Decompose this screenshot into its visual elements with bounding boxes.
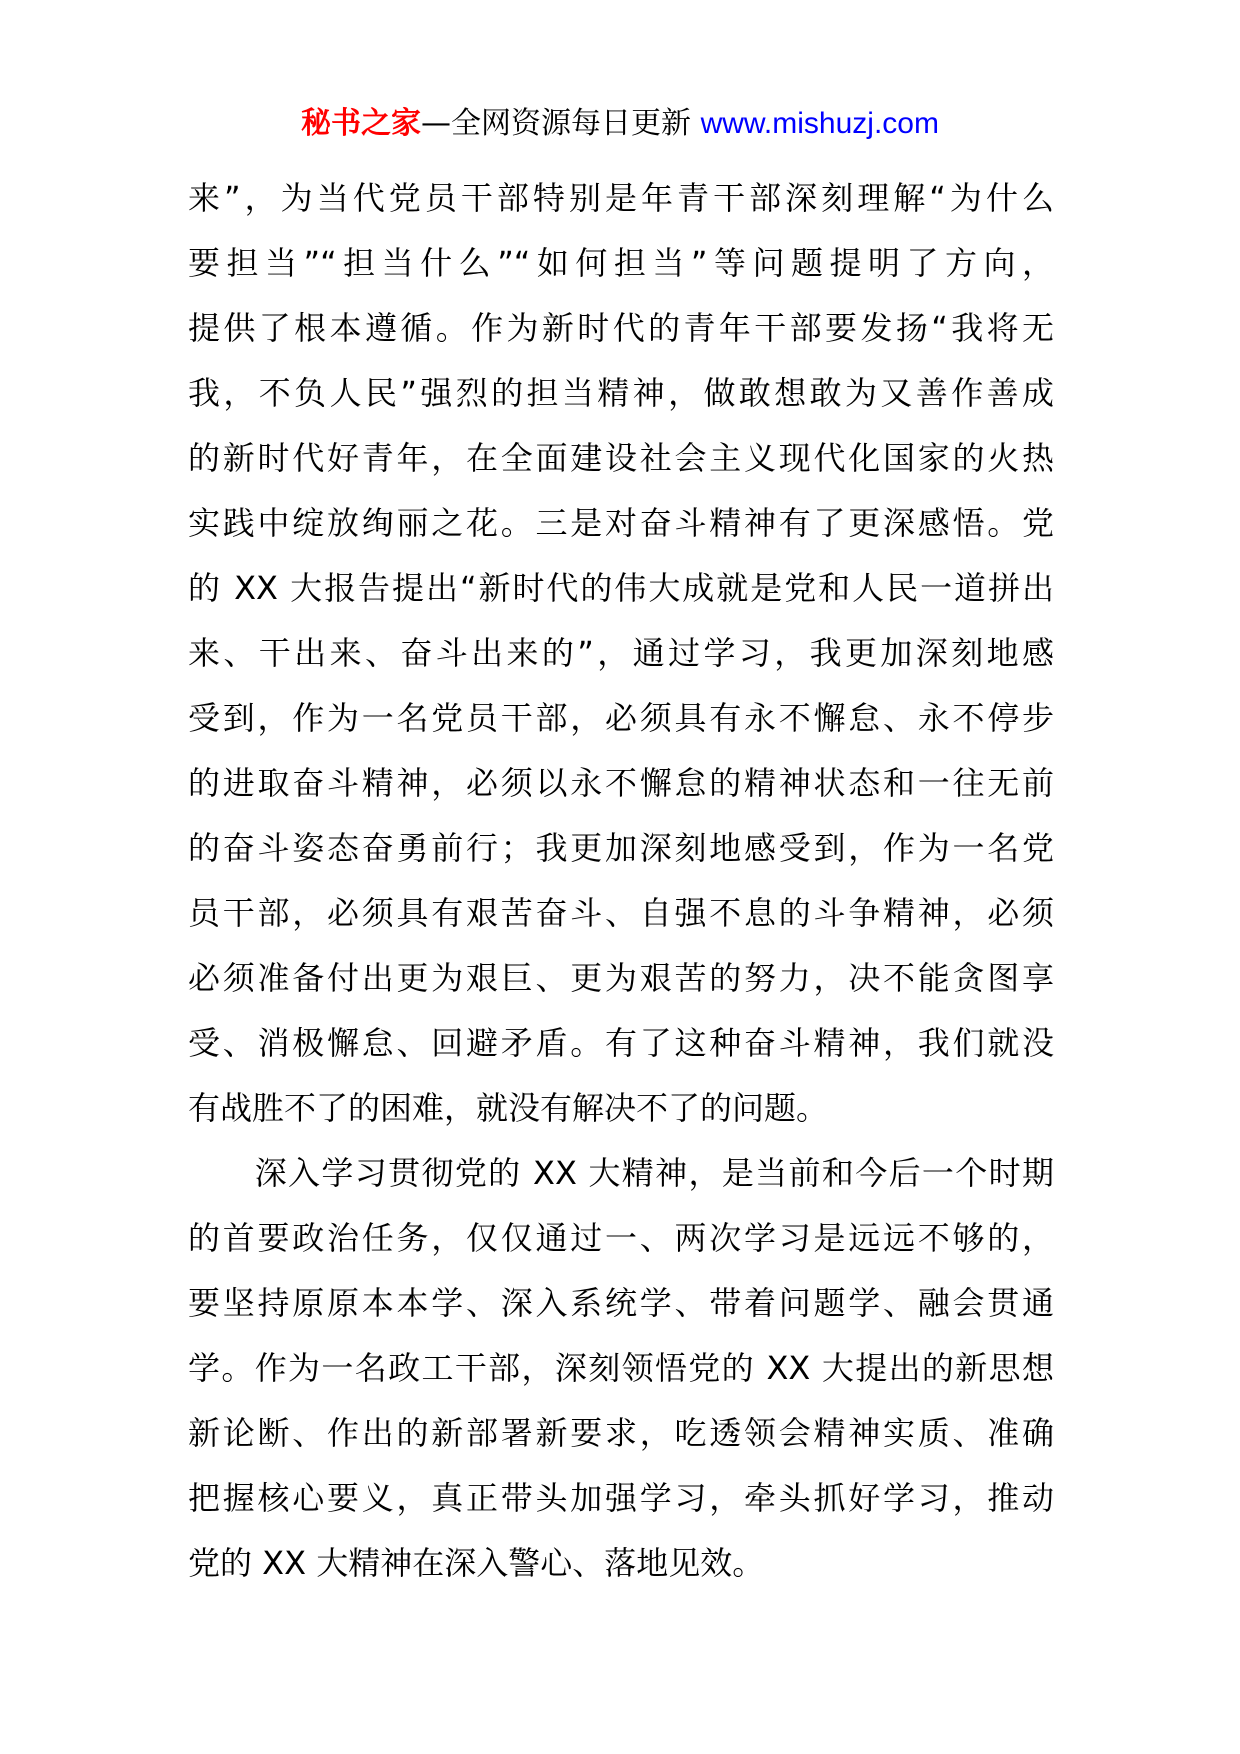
header-tagline: —全网资源每日更新	[421, 106, 692, 141]
text-line: 把握核心要义，真正带头加强学习，牵头抓好学习，推动	[188, 1479, 1054, 1517]
site-url-link[interactable]: www.mishuzj.com	[700, 107, 939, 140]
text-line: 受到，作为一名党员干部，必须具有永不懈怠、永不停步	[188, 699, 1054, 737]
text-line: 提供了根本遵循。作为新时代的青年干部要发扬“我将无	[188, 309, 1054, 347]
document-body	[188, 166, 1054, 1596]
text-line: 来、干出来、奋斗出来的”，通过学习，我更加深刻地感	[188, 634, 1054, 672]
paragraph-end-line: 有战胜不了的困难，就没有解决不了的问题。	[188, 1089, 829, 1127]
text-line: 我，不负人民”强烈的担当精神，做敢想敢为又善作善成	[188, 374, 1054, 412]
text-line: 的 XX 大报告提出“新时代的伟大成就是党和人民一道拼出	[188, 569, 1054, 607]
text-line: 来”，为当代党员干部特别是年青干部深刻理解“为什么	[188, 179, 1054, 217]
brand-name: 秘书之家	[301, 106, 422, 141]
text-line: 员干部，必须具有艰苦奋斗、自强不息的斗争精神，必须	[188, 894, 1054, 932]
text-line: 的新时代好青年，在全面建设社会主义现代化国家的火热	[188, 439, 1054, 477]
page-header	[0, 104, 1240, 144]
text-line: 新论断、作出的新部署新要求，吃透领会精神实质、准确	[188, 1414, 1054, 1452]
text-line: 的首要政治任务，仅仅通过一、两次学习是远远不够的，	[188, 1219, 1054, 1257]
text-line: 要坚持原原本本学、深入系统学、带着问题学、融会贯通	[188, 1284, 1054, 1322]
text-line: 学。作为一名政工干部，深刻领悟党的 XX 大提出的新思想	[188, 1349, 1054, 1387]
text-line: 要担当”“担当什么”“如何担当”等问题提明了方向，	[188, 244, 1054, 282]
text-line: 的进取奋斗精神，必须以永不懈怠的精神状态和一往无前	[188, 764, 1054, 802]
text-line: 实践中绽放绚丽之花。三是对奋斗精神有了更深感悟。党	[188, 504, 1054, 542]
text-line: 的奋斗姿态奋勇前行；我更加深刻地感受到，作为一名党	[188, 829, 1054, 867]
paragraph-start-line: 深入学习贯彻党的 XX 大精神，是当前和今后一个时期	[188, 1154, 1054, 1192]
paragraph-end-line: 党的 XX 大精神在深入警心、落地见效。	[188, 1544, 765, 1582]
text-line: 受、消极懈怠、回避矛盾。有了这种奋斗精神，我们就没	[188, 1024, 1054, 1062]
text-line: 必须准备付出更为艰巨、更为艰苦的努力，决不能贪图享	[188, 959, 1054, 997]
